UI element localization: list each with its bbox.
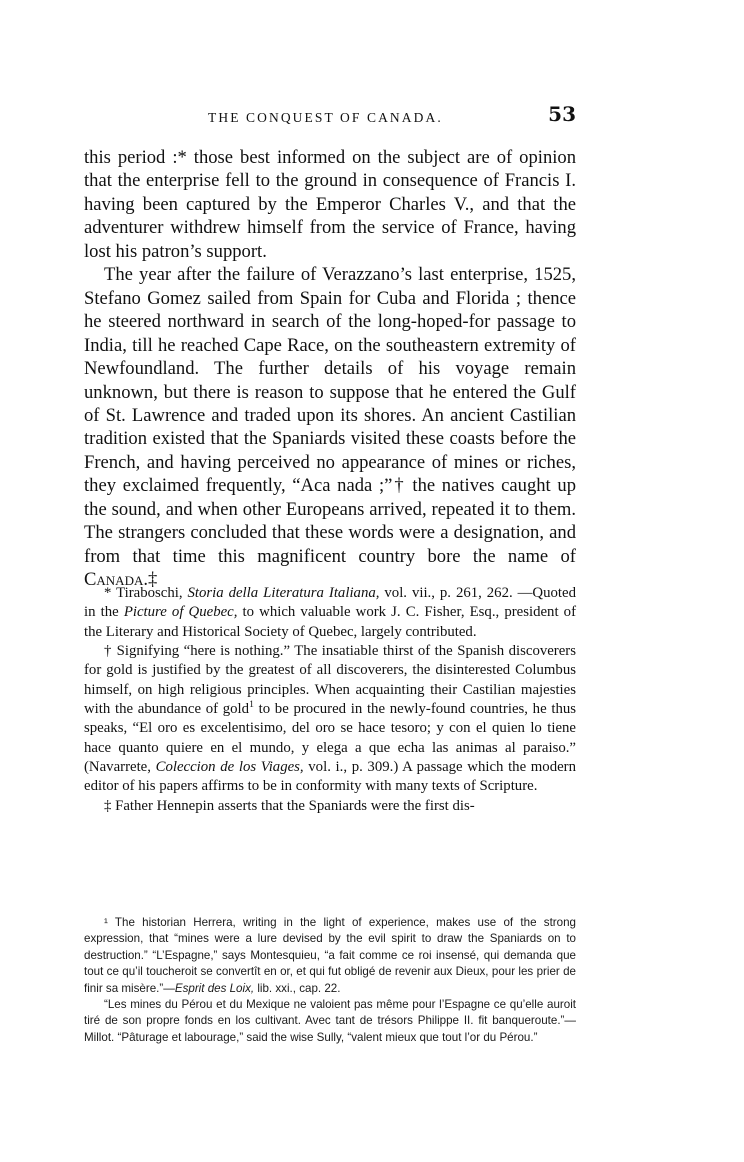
canada-name: Canada	[84, 569, 144, 591]
footnote-2-superscript: 1	[249, 699, 254, 711]
paragraph-2-text: The year after the failure of Verazzano’s last enterprise, 1525, Stefano Gomez sailed from Spain for Cuba and Florida ; thence he steered northward in search of the long-hoped-for passage to India, till he reached Cape Race, on the southeastern extremity of Newfoundland. The further details of his voyage remain unknown, but there is reason to suppose that he entered the Gulf of St. Lawrence and traded upon its shores. An ancient Castilian tradition existed that the Spaniards visited these coasts before the French, and having perceived no appearance of mines or riches, they exclaimed frequently, “Aca nada ;”† the natives caught up the sound, and when other Europeans arrived, repeated it to them. The strangers concluded that these words were a designation, and from that time this magnificent country bore the name of	[84, 264, 576, 567]
paragraph-2-end: .‡	[143, 569, 158, 591]
footnote-3: ‡ Father Hennepin asserts that the Spaniards were the first dis-	[104, 797, 475, 814]
footnote-2	[84, 642, 576, 797]
subnote-1-title: Esprit des Loix,	[174, 981, 255, 995]
footnotes	[84, 584, 576, 816]
subnote-1-end: lib. xxi., cap. 22.	[254, 981, 341, 995]
paragraph-2	[84, 263, 576, 591]
footnote-1-mid: vol. vii., p. 261, 262. —Quoted in the	[84, 585, 576, 621]
footnote-2-title: Coleccion de los Viages,	[155, 759, 304, 776]
footnote-1	[84, 584, 576, 642]
body-text	[84, 146, 576, 592]
footnote-2-mid: to be procured in the newly-found countries, he thus speaks, “El oro es excelentisimo, del oro se hace tesoro; y con el quien lo tiene hace quanto quiere en el mundo, y elega a que echa las animas al paraiso.” (Navarrete,	[84, 701, 576, 776]
subnote-1-start: ¹ The historian Herrera, writing in the light of experience, makes use of the strong expression, that “mines were a lure devised by the evil spirit to draw the Spaniards on to destruction.” “L’Espagne,” says Montesquieu, “a fait comme ce roi insensé, qui demanda que tout ce qu’il toucheroit se convertît en or, et qui fut obligé de revenir aux Dieux, pour les prier de finir sa misère.”—	[84, 916, 576, 995]
subnotes	[84, 915, 576, 1046]
paragraph-1: this period :* those best informed on the subject are of opinion that the enterprise fell to the ground in consequence of Francis I. having been captured by the Emperor Charles V., and that the adventurer withdrew himself from the service of France, having lost his patron’s support.	[84, 147, 576, 262]
page-header	[84, 104, 576, 134]
subnote-2: “Les mines du Pérou et du Mexique ne valoient pas même pour l’Espagne ce qu’elle auroit tiré de son propre fonds en los cultivant. Avec tant de trésors Philippe II. fit banqueroute.”—Millot. “Pâturage et labourage,” said the wise Sully, “valent mieux que tout l’or du Pérou.”	[84, 998, 576, 1044]
footnote-1-end: to which valuable work J. C. Fisher, Esq., president of the Literary and Historical Society of Quebec, largely contributed.	[84, 604, 576, 640]
subnote-1	[84, 915, 576, 997]
footnote-2-start: † Signifying “here is nothing.” The insatiable thirst of the Spanish discoverers for gold is justified by the greatest of all discoverers, the disinterested Columbus himself, on high religious principles. When acquainting their Castilian majesties with the abundance of gold	[84, 643, 576, 718]
page-number: 53	[548, 102, 576, 126]
footnote-2-end: vol. i., p. 309.) A passage which the modern editor of his papers affirms to be in conformity with many texts of Scripture.	[84, 759, 576, 795]
running-title: THE CONQUEST OF CANADA.	[208, 110, 443, 125]
footnote-1-start: * Tiraboschi,	[104, 585, 188, 601]
footnote-1-title-2: Picture of Quebec,	[123, 604, 238, 621]
footnote-1-title-1: Storia della Literatura Italiana,	[187, 585, 380, 601]
